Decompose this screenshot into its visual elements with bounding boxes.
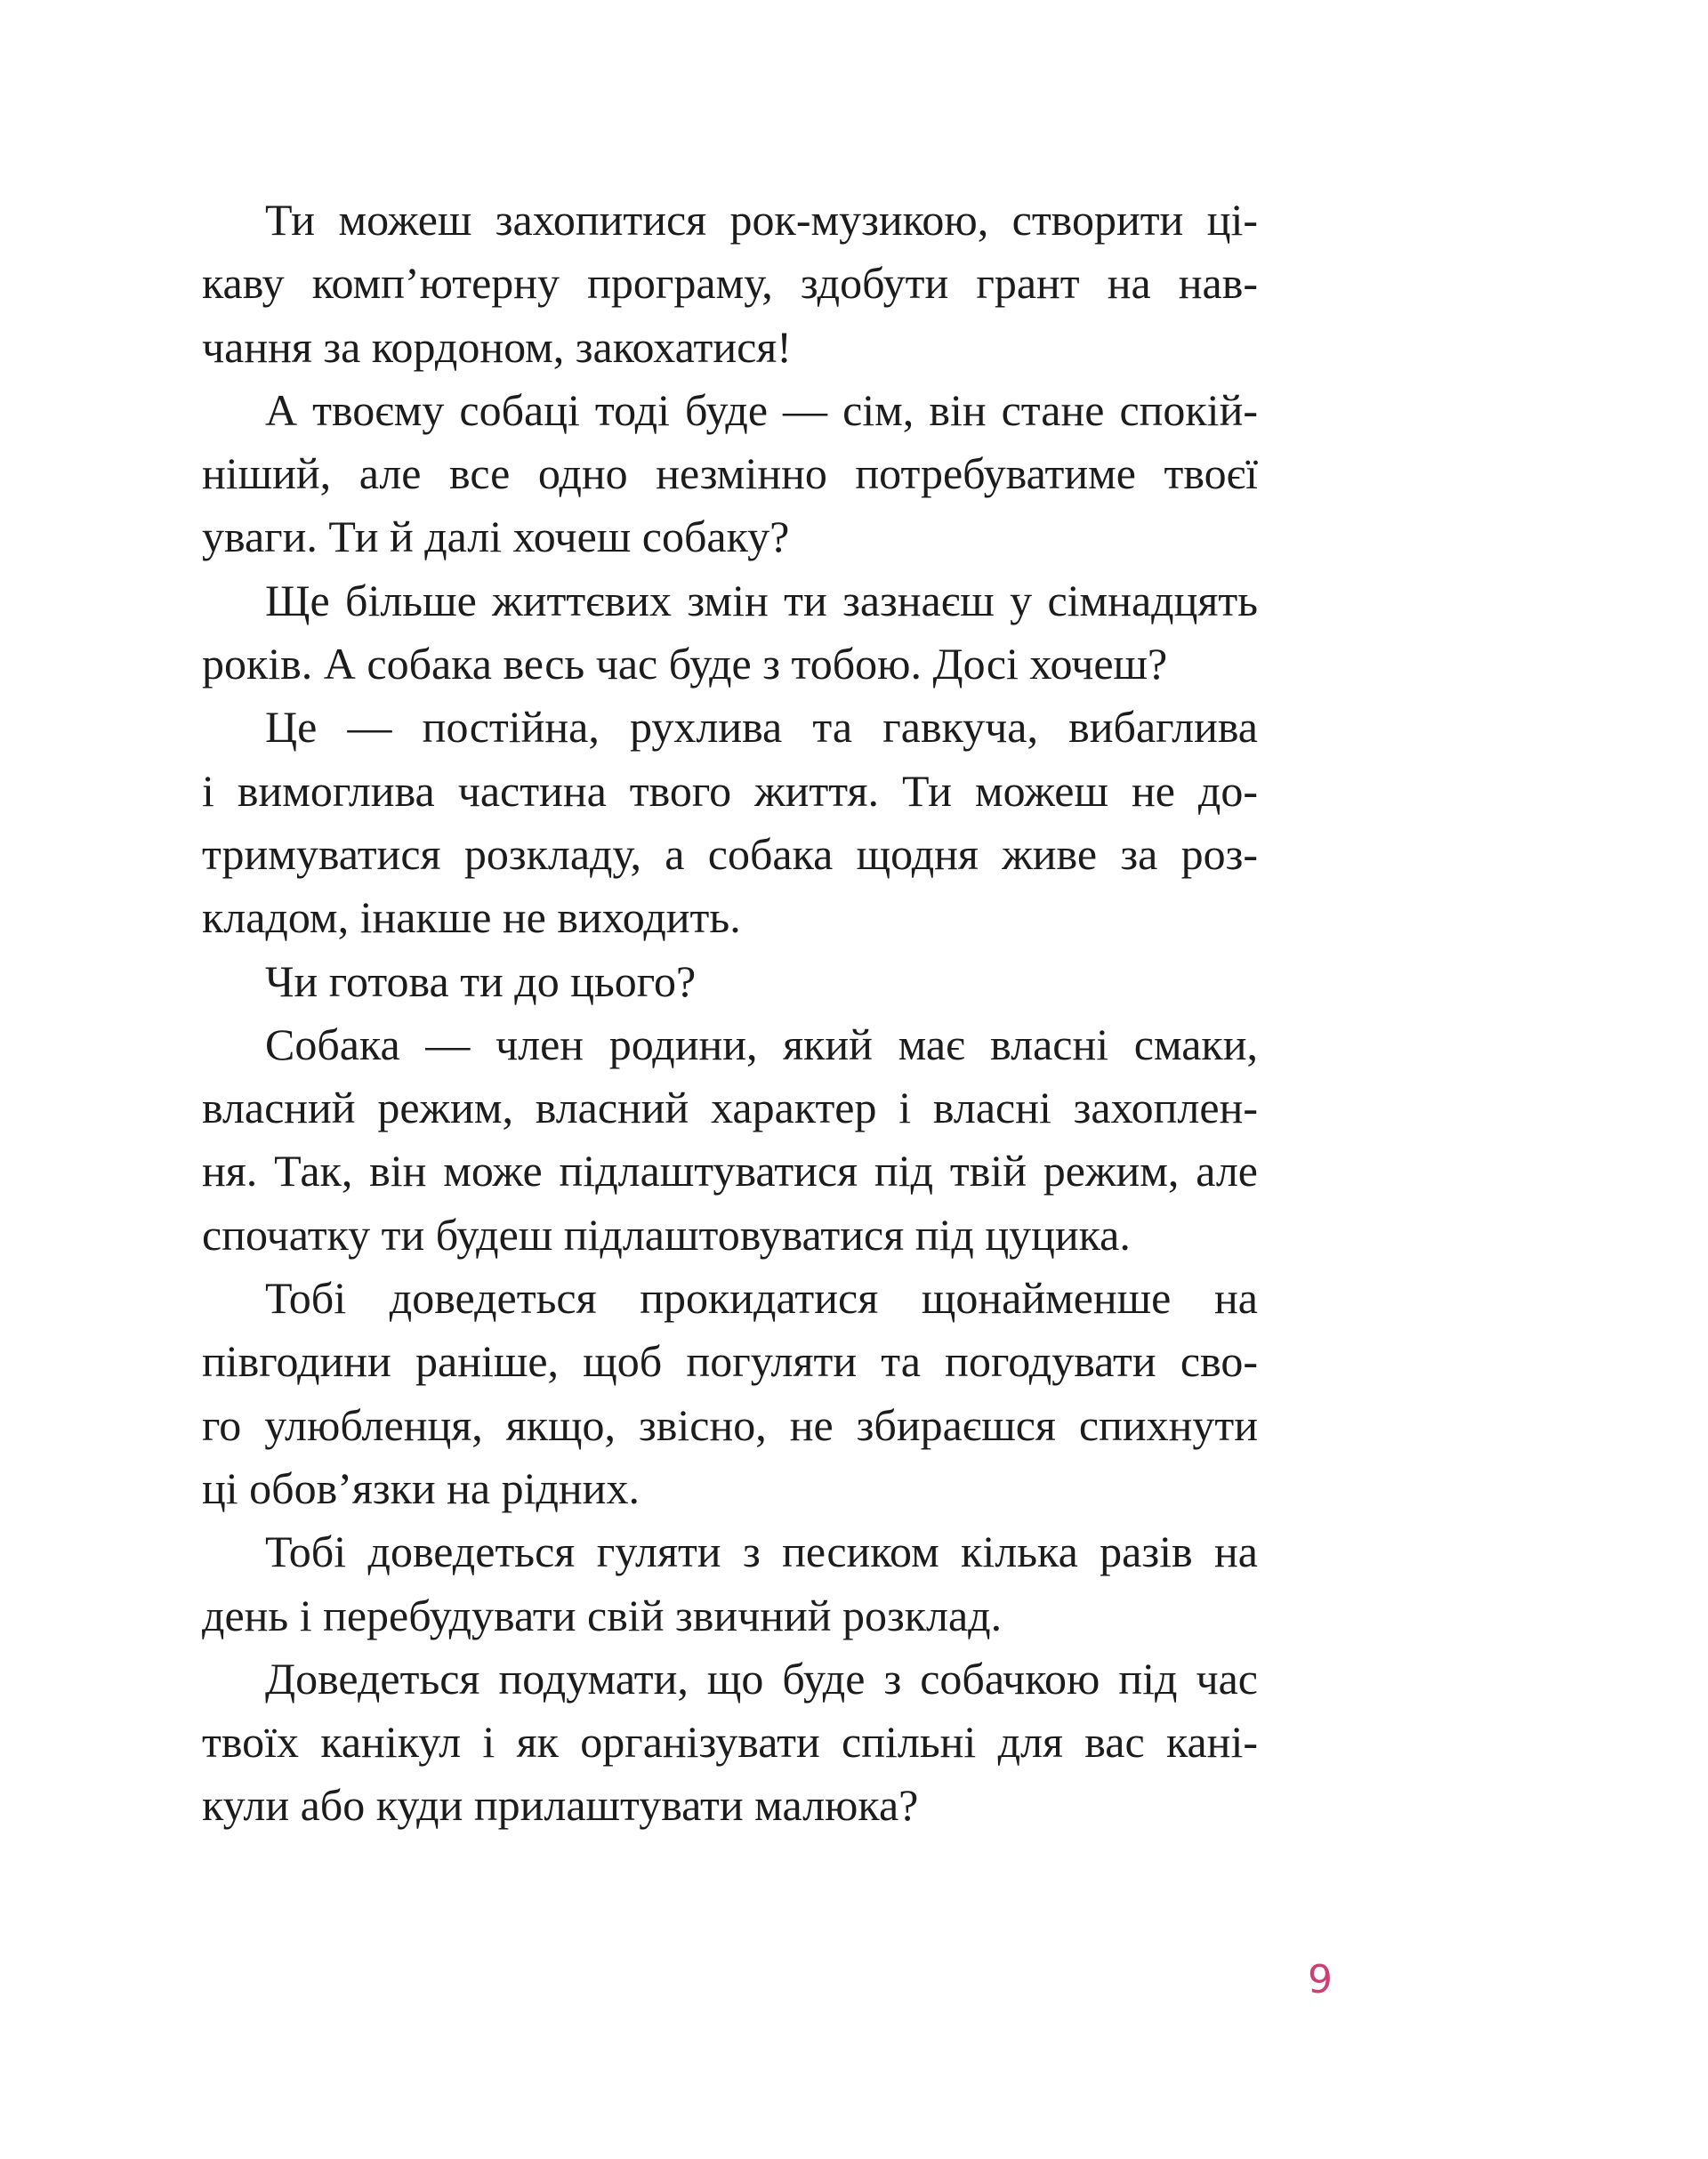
text-line: Собака — член родини, який має власні смаки, — [265, 1019, 1258, 1069]
text-line: власний режим, власний характер і власні захоплен- — [202, 1083, 1258, 1133]
page-number: 9 — [1308, 1957, 1333, 2002]
text-line: кладом, інакше не виходить. — [202, 892, 741, 943]
text-line: Доведеться подумати, що буде з собачкою під час — [265, 1653, 1258, 1704]
text-line: Чи готова ти до цього? — [265, 955, 697, 1006]
paragraph-5 — [202, 950, 1258, 1013]
text-line: півгодини раніше, щоб погуляти та погодувати сво- — [202, 1336, 1258, 1387]
paragraph-2 — [202, 379, 1258, 569]
text-line: і вимоглива частина твого життя. Ти можеш не до- — [202, 765, 1258, 816]
paragraph-9 — [202, 1647, 1258, 1838]
text-line: ніший, але все одно незмінно потребуватиме твоєї — [202, 448, 1258, 499]
text-line: А твоєму собаці тоді буде — сім, він стане спокій- — [265, 384, 1258, 435]
text-line: Тобі доведеться гуляти з песиком кілька разів на — [265, 1527, 1258, 1577]
text-line: го улюбленця, якщо, звісно, не збираєшся спихнути — [202, 1399, 1258, 1450]
paragraph-3 — [202, 569, 1258, 697]
text-line: кули або куди прилаштувати малюка? — [202, 1780, 919, 1831]
text-line: чання за кордоном, закохатися! — [202, 321, 792, 372]
text-line: тримуватися розкладу, а собака щодня живе за роз- — [202, 828, 1258, 879]
text-line: Тобі доведеться прокидатися щонайменше на — [265, 1273, 1258, 1324]
text-line: ці обов’язки на рідних. — [202, 1462, 640, 1513]
text-line: Ти можеш захопитися рок-музикою, створити ці- — [265, 195, 1258, 245]
text-line: каву комп’ютерну програму, здобути грант на нав- — [202, 258, 1258, 309]
paragraph-7 — [202, 1267, 1258, 1520]
paragraph-1 — [202, 189, 1258, 379]
paragraph-4 — [202, 696, 1258, 949]
text-line: Це — постійна, рухлива та гавкуча, вибаглива — [265, 702, 1258, 753]
text-line: уваги. Ти й далі хочеш собаку? — [202, 512, 790, 562]
paragraph-8 — [202, 1520, 1258, 1647]
text-line: Ще більше життєвих змін ти зазнаєш у сімнадцять — [265, 575, 1258, 625]
body-text — [202, 189, 1258, 1838]
text-line: день і перебудувати свій звичний розклад. — [202, 1590, 1003, 1640]
paragraph-6 — [202, 1013, 1258, 1267]
text-line: років. А собака весь час буде з тобою. Досі хочеш? — [202, 639, 1168, 689]
text-line: спочатку ти будеш підлаштовуватися під цуцика. — [202, 1209, 1131, 1260]
text-line: ня. Так, він може підлаштуватися під твій режим, але — [202, 1146, 1258, 1196]
text-line: твоїх канікул і як організувати спільні для вас кані- — [202, 1717, 1258, 1768]
